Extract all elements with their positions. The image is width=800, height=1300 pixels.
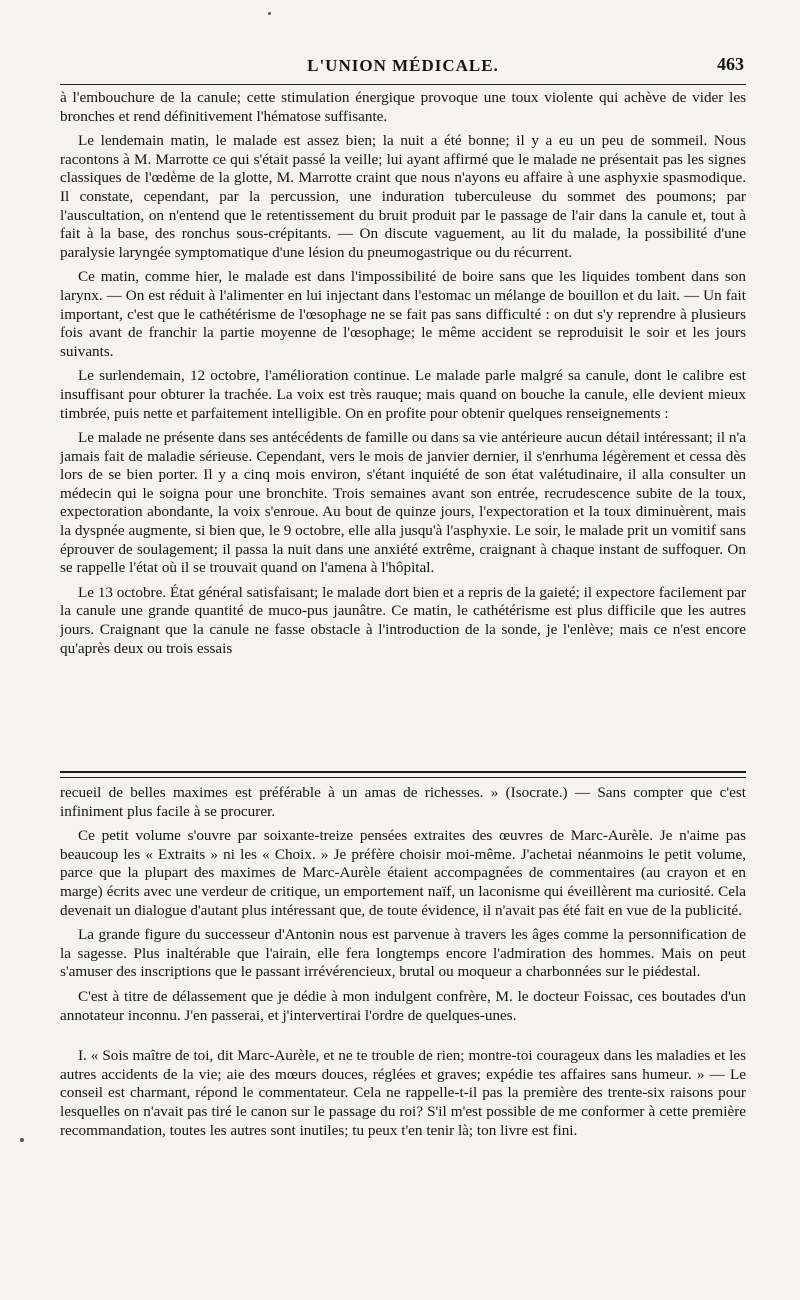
ink-speck [20,1138,24,1142]
maxim-paragraph: I. « Sois maître de toi, dit Marc-Aurèle, et ne te trouble de rien; montre-toi courageux dans les maladies et les autres accidents de la vie; aie des mœurs douces, réglées et graves; expédie tes affaires sans humeur. » — Le conseil est charmant, répond le commentateur. Cela ne rappelle-t-il pas la première des trente-six raisons pour lesquelles on n'avait pas tiré le canon sur le passage du roi? S'il m'est possible de me conformer à cette première recommandation, toutes les autres sont inutiles; tu peux t'en tenir là; ton livre est fini. [60,1047,746,1139]
feuilleton-section [60,784,746,1140]
feuilleton-separator-rule [60,771,746,778]
journal-title: L'UNION MÉDICALE. [307,56,499,75]
paragraph: Le surlendemain, 12 octobre, l'amélioration continue. Le malade parle malgré sa canule, dont le calibre est insuffisant pour obturer la trachée. La voix est très rauque; mais quand on bouche la canule, elle devient mieux timbrée, puis nette et parfaitement intelligible. On en profite pour obtenir quelques renseignements : [60,367,746,422]
paragraph: Ce petit volume s'ouvre par soixante-treize pensées extraites des œuvres de Marc-Aurèle. Je n'aime pas beaucoup les « Extraits » ni les « Choix. » Je préfère choisir moi-même. J'achetai néanmoins le petit volume, parce que la plupart des maximes de Marc-Aurèle étaient accompagnées de commentaires (au crayon et en marge) écrits avec une verdeur de critique, un emportement naïf, un laconisme qui éveillèrent ma curiosité. Cela devenait un dialogue d'autant plus intéressant que, de toute évidence, il n'avait pas été fait en vue de la publicité. [60,827,746,919]
clinical-case-section [60,89,746,761]
page-number: 463 [717,54,744,74]
paragraph: à l'embouchure de la canule; cette stimulation énergique provoque une toux violente qui achève de vider les bronches et rend définitivement l'hématose suffisante. [60,89,746,125]
paragraph: Le malade ne présente dans ses antécédents de famille ou dans sa vie antérieure aucun détail intéressant; il n'a jamais fait de maladie sérieuse. Cependant, vers le mois de janvier dernier, il s'enrhuma légèrement et cessa dès lors de se bien porter. Il y a cinq mois environ, s'étant inquiété de son état valétudinaire, il alla consulter un médecin qui le soigna pour une bronchite. Trois semaines avant son entrée, recrudescence subite de la toux, expectoration abondante, la voix s'enroue. Au bout de quinze jours, l'expectoration et la toux diminuèrent, mais la dyspnée augmente, si bien que, le 9 octobre, elle alla jusqu'à l'asphyxie. Le soir, le malade prit un vomitif sans éprouver de soulagement; il passa la nuit dans une anxiété extrême, craignant à chaque instant de suffoquer. On se rappelle l'état où il se trouvait quand on l'amena à l'hôpital. [60,429,746,577]
ink-speck [268,12,271,15]
paragraph: La grande figure du successeur d'Antonin nous est parvenue à travers les âges comme la personnification de la sagesse. Plus inaltérable que l'airain, elle fera longtemps encore l'admiration des hommes. Mais on peut s'amuser des inscriptions que le passant irrévérencieux, brutal ou moqueur a charbonnées sur le piédestal. [60,926,746,981]
header-rule [60,84,746,85]
journal-page [60,52,746,1140]
paragraph: Le lendemain matin, le malade est assez bien; la nuit a été bonne; il y a eu un peu de sommeil. Nous racontons à M. Marrotte ce qui s'était passé la veille; lui ayant affirmé que le malade ne présentait pas les signes classiques de l'œdème de la glotte, M. Marrotte craint que nous n'ayons eu affaire à une asphyxie spasmodique. Il constate, cependant, par la percussion, une induration tuberculeuse du sommet des poumons; par l'auscultation, on n'entend que le retentissement du bruit produit par le passage de l'air dans la canule et, tout à fait à la base, des ronchus sous-crépitants. — On discute vaguement, au lit du malade, la possibilité d'une paralysie laryngée symptomatique d'une lésion du pneumogastrique ou du récurrent. [60,132,746,261]
paragraph: Le 13 octobre. État général satisfaisant; le malade dort bien et a repris de la gaieté; il expectore facilement par la canule une grande quantité de muco-pus jaunâtre. Ce matin, le cathétérisme est plus difficile que les autres jours. Craignant que la canule ne fasse obstacle à l'introduction de la sonde, je l'enlève; mais ce n'est encore qu'après deux ou trois essais [60,583,746,657]
paragraph: C'est à titre de délassement que je dédie à mon indulgent confrère, M. le docteur Foissac, ces boutades d'un annotateur inconnu. J'en passerai, et j'intervertirai l'ordre de quelques-unes. [60,987,746,1024]
paragraph: recueil de belles maximes est préférable à un amas de richesses. » (Isocrate.) — Sans compter que c'est infiniment plus facile à se procurer. [60,784,746,820]
paragraph: Ce matin, comme hier, le malade est dans l'impossibilité de boire sans que les liquides tombent dans son larynx. — On est réduit à l'alimenter en lui injectant dans l'estomac un mélange de bouillon et du lait. — Un fait important, c'est que le cathétérisme de l'œsophage ne se fait pas sans difficulté : on dut s'y reprendre à plusieurs fois avant de franchir la partie moyenne de l'œsophage; le même accident se reproduisit le soir et les jours suivants. [60,268,746,360]
running-header [60,52,746,82]
